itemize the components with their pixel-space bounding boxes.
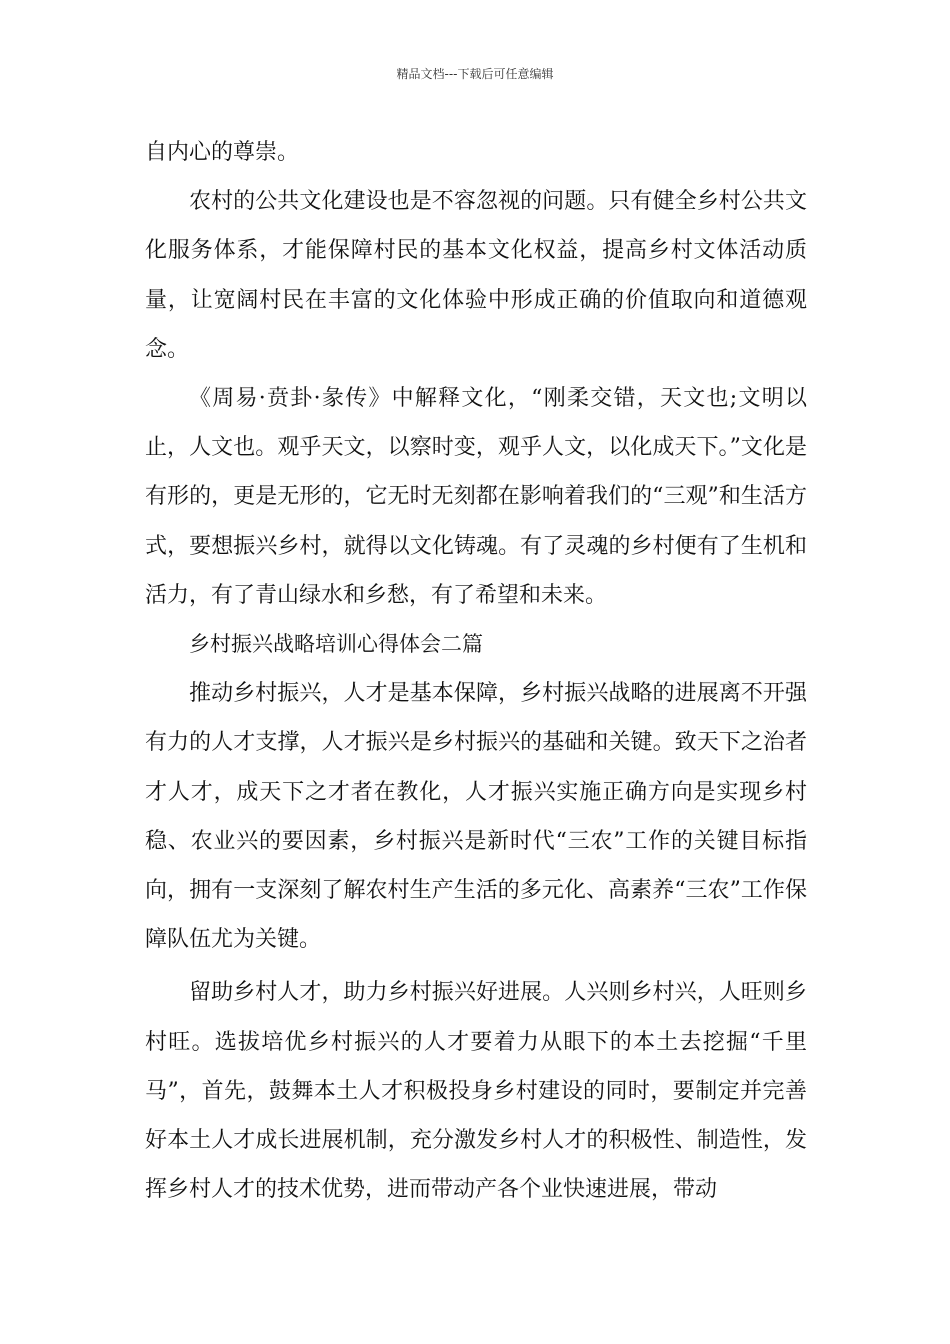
page-header: 精品文档---下载后可任意编辑 (396, 67, 554, 81)
paragraph-public-culture: 农村的公共文化建设也是不容忽视的问题。只有健全乡村公共文化服务体系，才能保障村民的基本文化权益，提高乡村文体活动质量，让宽阔村民在丰富的文化体验中形成正确的价值取向和道德观念。 (145, 189, 807, 362)
paragraph-talent-support: 推动乡村振兴，人才是基本保障，乡村振兴战略的进展离不开强有力的人才支撑，人才振兴是乡村振兴的基础和关键。致天下之治者才人才，成天下之才者在教化，人才振兴实施正确方向是实现乡村稳、农业兴的要因素，乡村振兴是新时代“三农”工作的关键目标指向，拥有一支深刻了解农村生产生活的多元化、高素养“三农”工作保障队伍尤为关键。 (145, 681, 807, 953)
paragraph-continuation: 自内心的尊崇。 (145, 140, 300, 165)
document-body (145, 128, 807, 1214)
paragraph-zhouyi-quote: 《周易·贲卦·彖传》中解释文化，“刚柔交错，天文也;文明以止，人文也。观乎天文，以察时变，观乎人文，以化成天下。”文化是有形的，更是无形的，它无时无刻都在影响着我们的“三观”和生活方式，要想振兴乡村，就得以文化铸魂。有了灵魂的乡村便有了生机和活力，有了青山绿水和乡愁，有了希望和未来。 (145, 386, 807, 608)
section-heading: 乡村振兴战略培训心得体会二篇 (189, 632, 483, 657)
paragraph-retain-talent: 留助乡村人才，助力乡村振兴好进展。人兴则乡村兴，人旺则乡村旺。选拔培优乡村振兴的人才要着力从眼下的本土去挖掘“千里马”，首先，鼓舞本土人才积极投身乡村建设的同时，要制定并完善好本土人才成长进展机制，充分激发乡村人才的积极性、制造性，发挥乡村人才的技术优势，进而带动产各个业快速进展，带动 (145, 980, 807, 1203)
